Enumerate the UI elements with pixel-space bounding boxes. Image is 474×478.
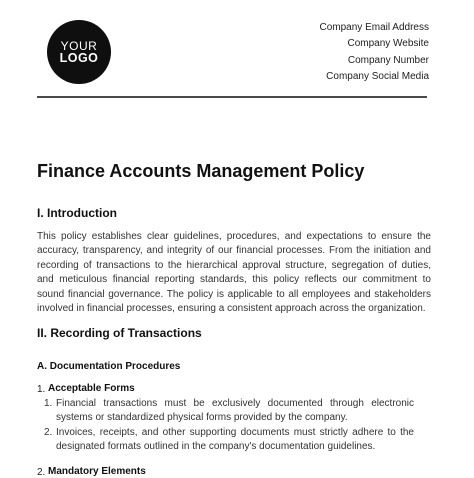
list-number-1: 1.	[37, 384, 46, 395]
contact-block	[320, 20, 430, 86]
contact-email: Company Email Address	[319, 22, 429, 33]
logo-text-line1: YOUR	[60, 38, 98, 53]
list-item	[44, 426, 414, 455]
contact-social-media: Company Social Media	[326, 71, 429, 83]
sublist-text: Invoices, receipts, and other supporting documents must strictly adhere to the designated formats outlined in the company's documentation guidelines.	[56, 427, 414, 453]
sublist-number: 1.	[44, 398, 53, 409]
list-item-heading-acceptable-forms: Acceptable Forms	[48, 383, 135, 394]
sublist-text: Financial transactions must be exclusively documented through electronic systems or standardized physical forms provided by the company.	[56, 398, 414, 424]
section-heading-recording: II. Recording of Transactions	[37, 326, 202, 340]
list-item	[44, 397, 414, 426]
header-divider	[37, 96, 427, 98]
list-number-2: 2.	[37, 467, 46, 478]
list-item-heading-mandatory-elements: Mandatory Elements	[48, 466, 146, 477]
sublist-number: 2.	[44, 427, 53, 438]
company-logo	[47, 20, 111, 84]
introduction-paragraph: This policy establishes clear guidelines, procedures, and expectations to ensure the accuracy, transparency, and integrity of our financial processes. From the initiation and recording of transactions to the hierarchical approval structure, segregation of duties, and meticulous financial reporting standards, this policy reflects our commitment to sound financial governance. The policy is applicable to all employees and stakeholders involved in financial processes, ensuring a consistent approach across the organization.	[37, 231, 431, 315]
subsection-heading-documentation: A. Documentation Procedures	[37, 361, 181, 372]
section-heading-introduction: I. Introduction	[37, 206, 117, 220]
contact-number: Company Number	[347, 54, 429, 66]
logo-text-line2: LOGO	[59, 50, 99, 65]
contact-website: Company Website	[347, 38, 429, 50]
document-title: Finance Accounts Management Policy	[37, 161, 365, 181]
